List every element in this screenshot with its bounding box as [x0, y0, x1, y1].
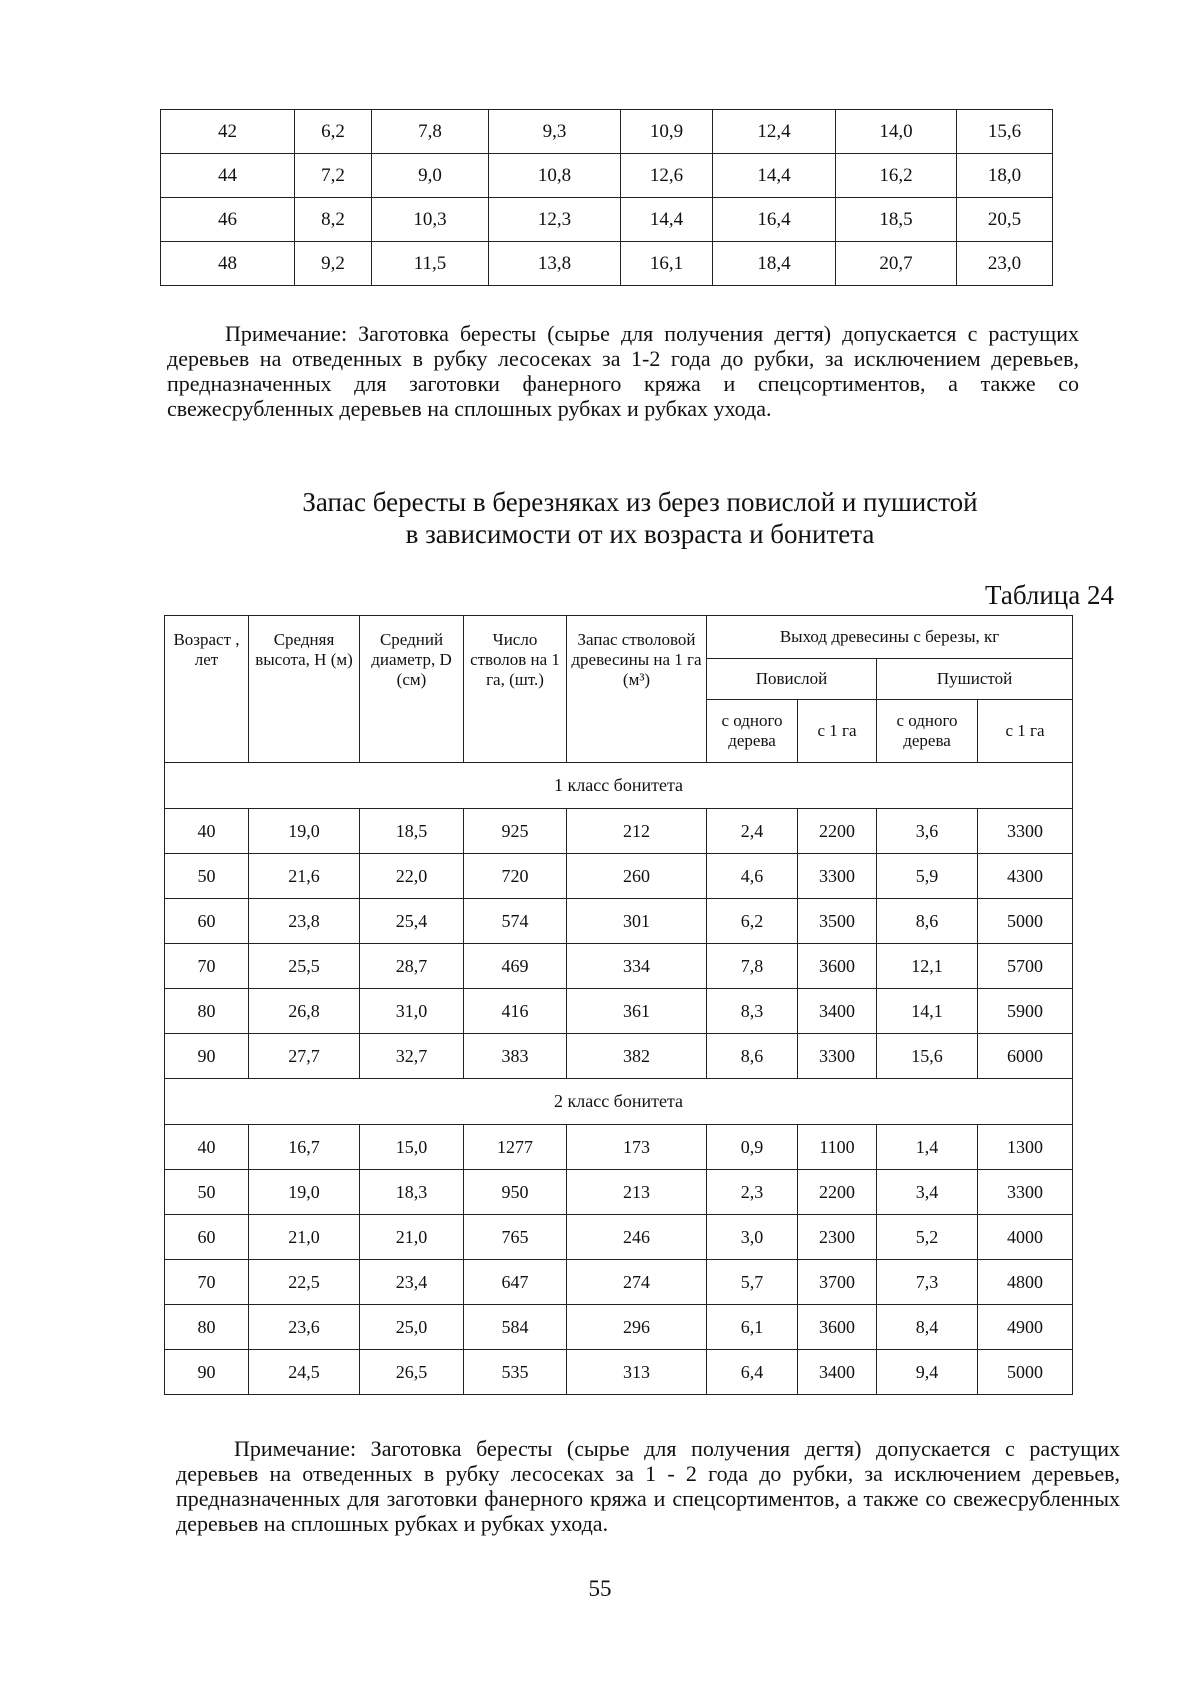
table-cell: 383 [464, 1034, 567, 1079]
table-cell: 16,1 [621, 242, 713, 286]
table-cell: 8,6 [877, 899, 978, 944]
table-cell: 15,6 [877, 1034, 978, 1079]
top-continuation-table [160, 109, 1053, 286]
table-cell: 18,4 [713, 242, 836, 286]
table-row [165, 989, 1073, 1034]
table-cell: 16,4 [713, 198, 836, 242]
table-cell: 10,3 [372, 198, 489, 242]
table-cell: 4300 [978, 854, 1073, 899]
table-cell: 1300 [978, 1125, 1073, 1170]
table-cell: 4800 [978, 1260, 1073, 1305]
table-cell: 31,0 [360, 989, 464, 1034]
table-cell: 5900 [978, 989, 1073, 1034]
table-cell: 212 [567, 809, 707, 854]
table-cell: 8,6 [707, 1034, 798, 1079]
table-cell: 12,4 [713, 110, 836, 154]
class2-section [165, 1079, 1073, 1125]
birch-bark-stock-table [164, 615, 1073, 1395]
table-cell: 12,3 [489, 198, 621, 242]
table-header [165, 616, 1073, 763]
table-cell: 296 [567, 1305, 707, 1350]
table-cell: 6,4 [707, 1350, 798, 1395]
table-cell: 4000 [978, 1215, 1073, 1260]
table-cell: 2200 [798, 1170, 877, 1215]
table-cell: 42 [161, 110, 295, 154]
table-cell: 11,5 [372, 242, 489, 286]
table-cell: 3600 [798, 944, 877, 989]
table-cell: 40 [165, 809, 249, 854]
table-cell: 13,8 [489, 242, 621, 286]
table-cell: 6,1 [707, 1305, 798, 1350]
table-row [165, 944, 1073, 989]
table-cell: 8,3 [707, 989, 798, 1034]
table-cell: 23,8 [249, 899, 360, 944]
table-cell: 3600 [798, 1305, 877, 1350]
table-cell: 14,4 [621, 198, 713, 242]
table-title [180, 486, 1100, 550]
table-cell: 10,9 [621, 110, 713, 154]
title-line-1: Запас бересты в березняках из берез повислой и пушистой [302, 487, 978, 517]
table-cell: 2200 [798, 809, 877, 854]
table-cell: 246 [567, 1215, 707, 1260]
page-number: 55 [588, 1576, 612, 1601]
table-cell: 48 [161, 242, 295, 286]
table-cell: 6000 [978, 1034, 1073, 1079]
table-cell: 18,5 [360, 809, 464, 854]
table-cell: 9,0 [372, 154, 489, 198]
header-diameter: Средний диаметр, D (см) [360, 616, 464, 763]
class2-rows [165, 1125, 1073, 1395]
table-cell: 18,0 [957, 154, 1053, 198]
table-cell: 7,8 [707, 944, 798, 989]
table-cell: 7,8 [372, 110, 489, 154]
table-row [165, 1170, 1073, 1215]
table-row [161, 110, 1053, 154]
table-row [165, 1305, 1073, 1350]
header-pendula-per-ha: с 1 га [798, 700, 877, 763]
table-cell: 7,2 [295, 154, 372, 198]
table-row [165, 1350, 1073, 1395]
table-cell: 70 [165, 1260, 249, 1305]
table-cell: 173 [567, 1125, 707, 1170]
table-label: Таблица 24 [985, 580, 1114, 610]
table-cell: 3300 [798, 1034, 877, 1079]
table-cell: 24,5 [249, 1350, 360, 1395]
table-cell: 274 [567, 1260, 707, 1305]
table-row [161, 242, 1053, 286]
table-cell: 10,8 [489, 154, 621, 198]
table-cell: 1,4 [877, 1125, 978, 1170]
table-cell: 15,6 [957, 110, 1053, 154]
table-cell: 9,4 [877, 1350, 978, 1395]
table-cell: 574 [464, 899, 567, 944]
table-row [165, 809, 1073, 854]
table-cell: 2,3 [707, 1170, 798, 1215]
table-cell: 5000 [978, 1350, 1073, 1395]
header-stems-count: Число стволов на 1 га, (шт.) [464, 616, 567, 763]
table-row [165, 899, 1073, 944]
top-table-body [161, 110, 1053, 286]
table-cell: 21,0 [249, 1215, 360, 1260]
header-pendula: Повислой [707, 659, 877, 700]
table-cell: 8,4 [877, 1305, 978, 1350]
table-cell: 12,1 [877, 944, 978, 989]
table-cell: 40 [165, 1125, 249, 1170]
table-row [165, 1260, 1073, 1305]
table-cell: 21,6 [249, 854, 360, 899]
table-cell: 8,2 [295, 198, 372, 242]
table-cell: 32,7 [360, 1034, 464, 1079]
note-top-text: Примечание: Заготовка бересты (сырье для получения дегтя) допускается с растущих деревьев на отведенных в рубку лесосеках за 1-2 года до рубки, за исключением деревьев, предназначенных для заготовки фанерного кряжа и спецсортиментов, а также со свежесрубленных деревьев на сплошных рубках и рубках ухода. [167, 321, 1079, 421]
table-cell: 50 [165, 854, 249, 899]
table-cell: 469 [464, 944, 567, 989]
table-cell: 90 [165, 1350, 249, 1395]
table-cell: 26,5 [360, 1350, 464, 1395]
table-cell: 25,0 [360, 1305, 464, 1350]
table-cell: 313 [567, 1350, 707, 1395]
table-cell: 1277 [464, 1125, 567, 1170]
table-cell: 3,0 [707, 1215, 798, 1260]
table-cell: 334 [567, 944, 707, 989]
table-cell: 950 [464, 1170, 567, 1215]
header-output: Выход древесины с березы, кг [707, 616, 1073, 659]
table-cell: 7,3 [877, 1260, 978, 1305]
class1-rows [165, 809, 1073, 1079]
table-cell: 27,7 [249, 1034, 360, 1079]
table-cell: 50 [165, 1170, 249, 1215]
table-cell: 25,4 [360, 899, 464, 944]
table-row [165, 1034, 1073, 1079]
table-cell: 6,2 [707, 899, 798, 944]
table-cell: 19,0 [249, 1170, 360, 1215]
table-cell: 23,0 [957, 242, 1053, 286]
header-age: Возраст , лет [165, 616, 249, 763]
table-cell: 18,5 [836, 198, 957, 242]
table-cell: 12,6 [621, 154, 713, 198]
table-cell: 80 [165, 1305, 249, 1350]
table-cell: 361 [567, 989, 707, 1034]
table-cell: 3700 [798, 1260, 877, 1305]
table-cell: 3400 [798, 989, 877, 1034]
table-row [161, 154, 1053, 198]
table-cell: 80 [165, 989, 249, 1034]
table-cell: 23,4 [360, 1260, 464, 1305]
table-cell: 5000 [978, 899, 1073, 944]
table-cell: 3,6 [877, 809, 978, 854]
table-cell: 46 [161, 198, 295, 242]
table-cell: 25,5 [249, 944, 360, 989]
table-cell: 3300 [978, 1170, 1073, 1215]
table-cell: 60 [165, 899, 249, 944]
table-cell: 4900 [978, 1305, 1073, 1350]
header-stem-stock: Запас стволовой древесины на 1 га (м³) [567, 616, 707, 763]
table-cell: 22,5 [249, 1260, 360, 1305]
table-cell: 5700 [978, 944, 1073, 989]
class1-label: 1 класс бонитета [165, 763, 1073, 809]
table-cell: 20,7 [836, 242, 957, 286]
table-cell: 6,2 [295, 110, 372, 154]
table-cell: 584 [464, 1305, 567, 1350]
table-cell: 260 [567, 854, 707, 899]
table-cell: 765 [464, 1215, 567, 1260]
table-cell: 5,9 [877, 854, 978, 899]
table-cell: 535 [464, 1350, 567, 1395]
header-pubescent: Пушистой [877, 659, 1073, 700]
table-cell: 382 [567, 1034, 707, 1079]
table-cell: 647 [464, 1260, 567, 1305]
note-bottom-text: Примечание: Заготовка бересты (сырье для получения дегтя) допускается с растущих деревьев на отведенных в рубку лесосеках за 1 - 2 года до рубки, за исключением деревьев, предназначенных для заготовки фанерного кряжа и спецсортиментов, а также со свежесрубленных деревьев на сплошных рубках и рубках ухода. [176, 1436, 1120, 1536]
table-cell: 22,0 [360, 854, 464, 899]
class1-section [165, 763, 1073, 809]
table-cell: 20,5 [957, 198, 1053, 242]
table-cell: 2300 [798, 1215, 877, 1260]
table-cell: 19,0 [249, 809, 360, 854]
table-cell: 3,4 [877, 1170, 978, 1215]
table-cell: 720 [464, 854, 567, 899]
table-cell: 70 [165, 944, 249, 989]
table-cell: 23,6 [249, 1305, 360, 1350]
table-cell: 90 [165, 1034, 249, 1079]
table-row [165, 854, 1073, 899]
class2-label: 2 класс бонитета [165, 1079, 1073, 1125]
note-bottom [176, 1436, 1120, 1536]
table-cell: 14,4 [713, 154, 836, 198]
table-cell: 0,9 [707, 1125, 798, 1170]
table-cell: 14,1 [877, 989, 978, 1034]
title-line-2: в зависимости от их возраста и бонитета [405, 519, 875, 549]
table-cell: 5,2 [877, 1215, 978, 1260]
table-cell: 14,0 [836, 110, 957, 154]
table-cell: 1100 [798, 1125, 877, 1170]
table-cell: 5,7 [707, 1260, 798, 1305]
table-cell: 3300 [978, 809, 1073, 854]
table-cell: 2,4 [707, 809, 798, 854]
table-cell: 416 [464, 989, 567, 1034]
table-cell: 9,2 [295, 242, 372, 286]
table-row [165, 1215, 1073, 1260]
table-cell: 60 [165, 1215, 249, 1260]
table-cell: 301 [567, 899, 707, 944]
table-cell: 16,2 [836, 154, 957, 198]
table-cell: 4,6 [707, 854, 798, 899]
table-cell: 18,3 [360, 1170, 464, 1215]
table-cell: 3400 [798, 1350, 877, 1395]
table-row [165, 1125, 1073, 1170]
table-cell: 3300 [798, 854, 877, 899]
table-cell: 28,7 [360, 944, 464, 989]
header-height: Средняя высота, H (м) [249, 616, 360, 763]
table-cell: 925 [464, 809, 567, 854]
table-cell: 15,0 [360, 1125, 464, 1170]
table-cell: 26,8 [249, 989, 360, 1034]
header-pendula-per-tree: с одного дерева [707, 700, 798, 763]
table-cell: 21,0 [360, 1215, 464, 1260]
header-pubescent-per-tree: с одного дерева [877, 700, 978, 763]
header-pubescent-per-ha: с 1 га [978, 700, 1073, 763]
table-cell: 16,7 [249, 1125, 360, 1170]
table-row [161, 198, 1053, 242]
note-top [167, 321, 1079, 421]
table-cell: 44 [161, 154, 295, 198]
table-cell: 9,3 [489, 110, 621, 154]
table-cell: 213 [567, 1170, 707, 1215]
table-cell: 3500 [798, 899, 877, 944]
